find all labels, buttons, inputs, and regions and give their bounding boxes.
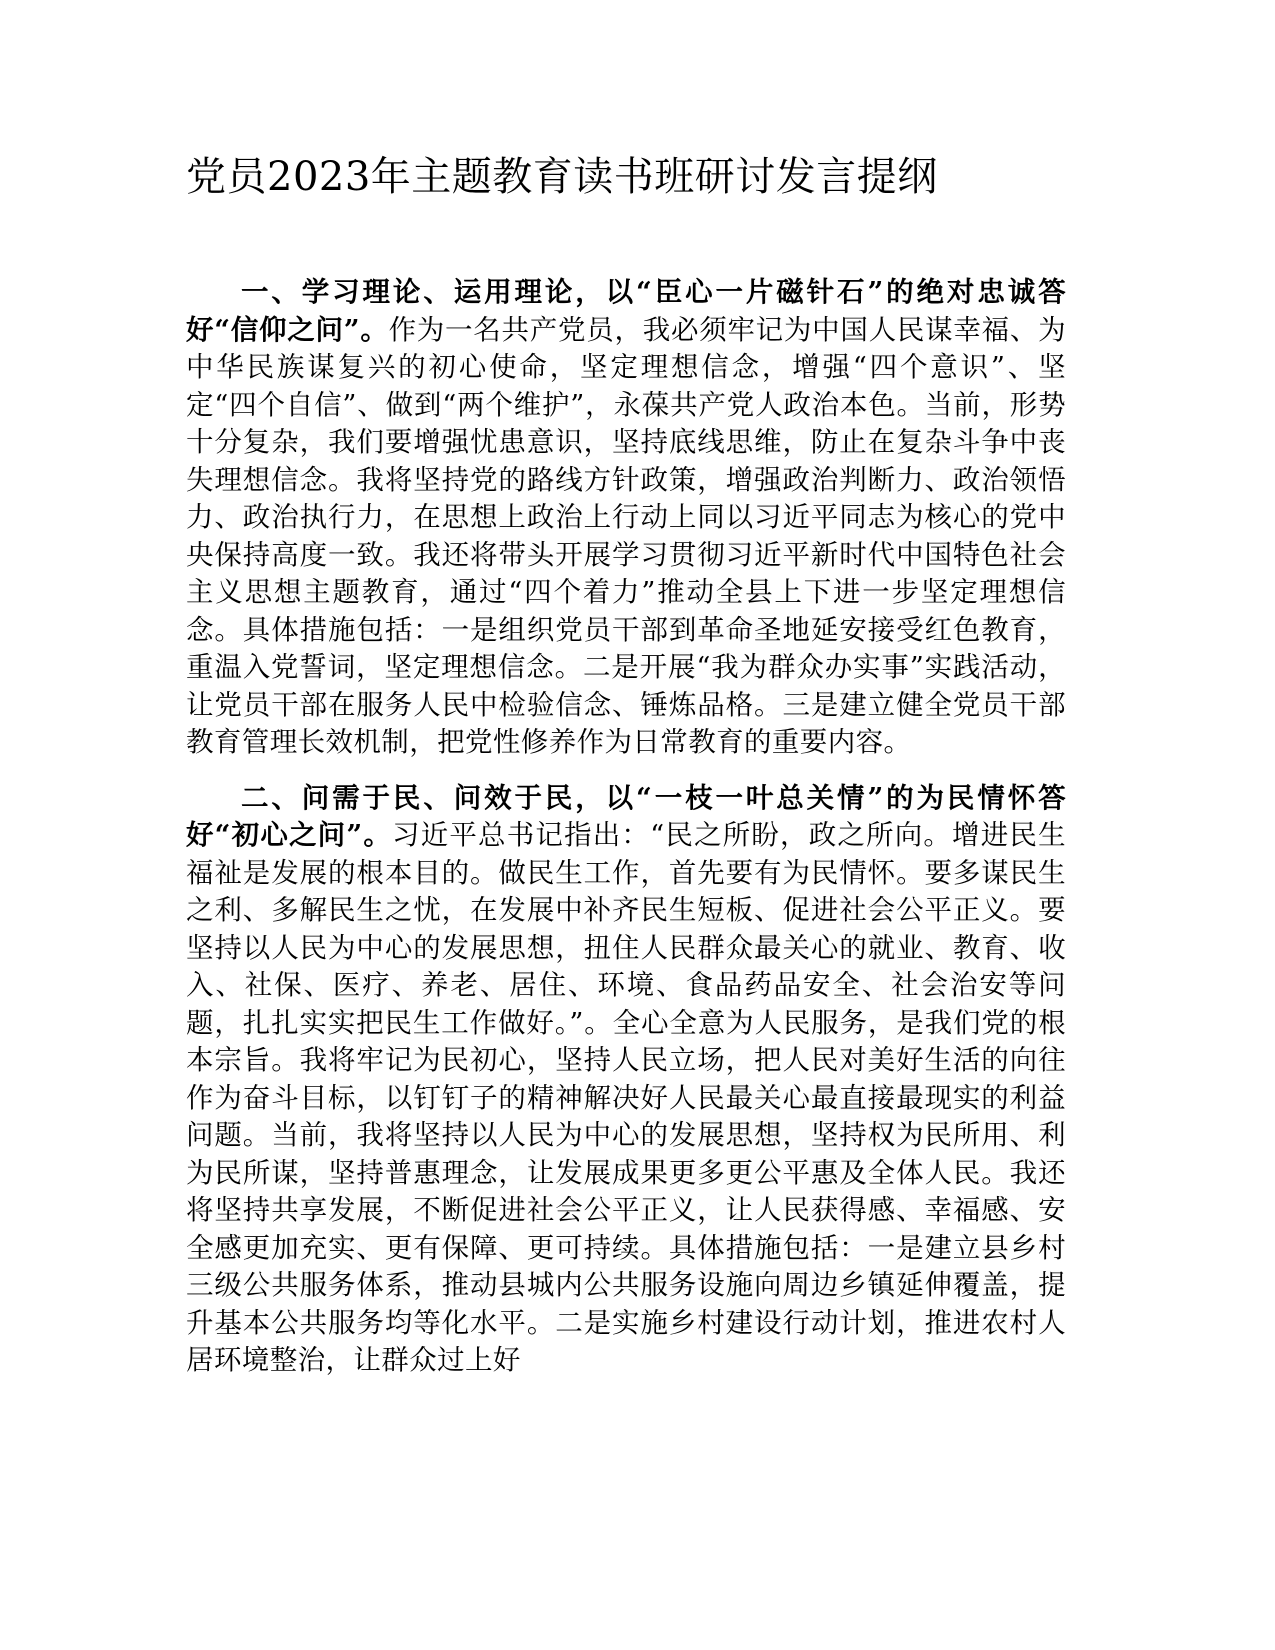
paragraph-2-heading: 二、问需于民、问效于民，以“一枝一叶总关情”的为民情怀答好“初心之问”。 [186,781,1066,851]
paragraph-2-text: 习近平总书记指出：“民之所盼，政之所向。增进民生福祉是发展的根本目的。做民生工作，首先要有为民情怀。要多谋民生之利、多解民生之忧，在发展中补齐民生短板、促进社会公平正义。要坚持以人民为中心的发展思想，扭住人民群众最关心的就业、教育、收入、社保、医疗、养老、居住、环境、食品药品安全、社会治安等问题，扎扎实实把民生工作做好。”。全心全意为人民服务，是我们党的根本宗旨。我将牢记为民初心，坚持人民立场，把人民对美好生活的向往作为奋斗目标，以钉钉子的精神解决好人民最关心最直接最现实的利益问题。当前，我将坚持以人民为中心的发展思想，坚持权为民所用、利为民所谋，坚持普惠理念，让发展成果更多更公平惠及全体人民。我还将坚持共享发展，不断促进社会公平正义，让人民获得感、幸福感、安全感更加充实、更有保障、更可持续。具体措施包括：一是建立县乡村三级公共服务体系，推动县城内公共服务设施向周边乡镇延伸覆盖，提升基本公共服务均等化水平。二是实施乡村建设行动计划，推进农村人居环境整治，让群众过上好 [186,819,1066,1376]
paragraph-1-heading: 一、学习理论、运用理论，以“臣心一片磁针石”的绝对忠诚答好“信仰之问”。 [186,276,1066,346]
document-title: 党员2023年主题教育读书班研讨发言提纲 [186,154,938,200]
paragraph-2 [186,780,1066,1380]
paragraph-1-text: 作为一名共产党员，我必须牢记为中国人民谋幸福、为中华民族谋复兴的初心使命，坚定理想信念，增强“四个意识”、坚定“四个自信”、做到“两个维护”，永葆共产党人政治本色。当前，形势十分复杂，我们要增强忧患意识，坚持底线思维，防止在复杂斗争中丧失理想信念。我将坚持党的路线方针政策，增强政治判断力、政治领悟力、政治执行力，在思想上政治上行动上同以习近平同志为核心的党中央保持高度一致。我还将带头开展学习贯彻习近平新时代中国特色社会主义思想主题教育，通过“四个着力”推动全县上下进一步坚定理想信念。具体措施包括：一是组织党员干部到革命圣地延安接受红色教育，重温入党誓词，坚定理想信念。二是开展“我为群众办实事”实践活动，让党员干部在服务人民中检验信念、锤炼品格。三是建立健全党员干部教育管理长效机制，把党性修养作为日常教育的重要内容。 [186,313,1066,758]
paragraph-1 [186,274,1066,762]
document-body [186,274,1066,1398]
